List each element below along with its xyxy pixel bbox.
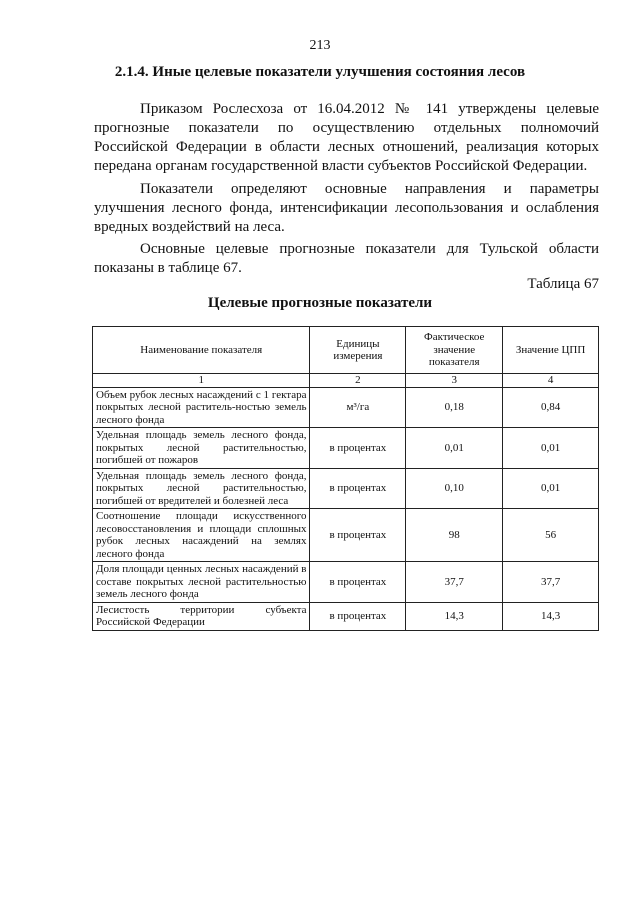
paragraph-3: Основные целевые прогнозные показатели для Тульской области показаны в таблице 67. xyxy=(94,241,599,276)
indicator-target: 56 xyxy=(503,509,599,562)
indicators-table xyxy=(92,326,599,631)
indicator-actual: 0,01 xyxy=(406,428,503,469)
indicator-name: Соотношение площади искусственного лесовосстановления и площади сплошных рубок лесных насаждений на землях лесного фонда xyxy=(93,509,310,562)
paragraph-2: Показатели определяют основные направления и параметры улучшения лесного фонда, интенсификации лесопользования и ослабления вредных воздействий на леса. xyxy=(94,181,599,235)
indicator-unit: в процентах xyxy=(310,602,406,630)
indicator-actual: 0,10 xyxy=(406,468,503,509)
table-row xyxy=(93,428,599,469)
header-actual-value: Фактическое значение показателя xyxy=(406,327,503,374)
header-target-value: Значение ЦПП xyxy=(503,327,599,374)
column-number: 3 xyxy=(406,374,503,388)
indicator-unit: в процентах xyxy=(310,509,406,562)
indicator-target: 0,84 xyxy=(503,387,599,428)
section-heading: 2.1.4. Иные целевые показатели улучшения состояния лесов xyxy=(114,64,526,80)
indicator-unit: в процентах xyxy=(310,562,406,603)
table-row xyxy=(93,602,599,630)
table-header-row xyxy=(93,327,599,374)
column-number: 4 xyxy=(503,374,599,388)
table-row xyxy=(93,509,599,562)
indicator-actual: 14,3 xyxy=(406,602,503,630)
column-number-row xyxy=(93,374,599,388)
indicator-name: Доля площади ценных лесных насаждений в составе покрытых лесной растительностью земель лесного фонда xyxy=(93,562,310,603)
column-number: 1 xyxy=(93,374,310,388)
table-row xyxy=(93,387,599,428)
header-unit: Единицы измерения xyxy=(310,327,406,374)
indicator-unit: в процентах xyxy=(310,428,406,469)
indicator-actual: 37,7 xyxy=(406,562,503,603)
table-row xyxy=(93,562,599,603)
paragraph-1: Приказом Рослесхоза от 16.04.2012 № 141 утверждены целевые прогнозные показатели по осуществлению отдельных полномочий Российской Федерации в области лесных отношений, реализация которых передана органам государственной власти субъектов Российской Федерации. xyxy=(94,101,599,174)
table-title: Целевые прогнозные показатели xyxy=(207,295,433,311)
indicator-actual: 98 xyxy=(406,509,503,562)
indicator-unit: м³/га xyxy=(310,387,406,428)
table-row xyxy=(93,468,599,509)
indicator-name: Удельная площадь земель лесного фонда, покрытых лесной растительностью, погибшей от пожаров xyxy=(93,428,310,469)
indicator-target: 0,01 xyxy=(503,428,599,469)
column-number: 2 xyxy=(310,374,406,388)
indicator-actual: 0,18 xyxy=(406,387,503,428)
indicator-target: 14,3 xyxy=(503,602,599,630)
table-label: Таблица 67 xyxy=(527,276,599,292)
header-indicator-name: Наименование показателя xyxy=(93,327,310,374)
page-number: 213 xyxy=(309,38,331,53)
indicator-target: 0,01 xyxy=(503,468,599,509)
indicator-target: 37,7 xyxy=(503,562,599,603)
indicator-unit: в процентах xyxy=(310,468,406,509)
indicator-name: Объем рубок лесных насаждений с 1 гектара покрытых лесной раститель-ностью земель лесного фонда xyxy=(93,387,310,428)
indicator-name: Удельная площадь земель лесного фонда, покрытых лесной растительностью, погибшей от вредителей и болезней леса xyxy=(93,468,310,509)
indicator-name: Лесистость территории субъекта Российской Федерации xyxy=(93,602,310,630)
